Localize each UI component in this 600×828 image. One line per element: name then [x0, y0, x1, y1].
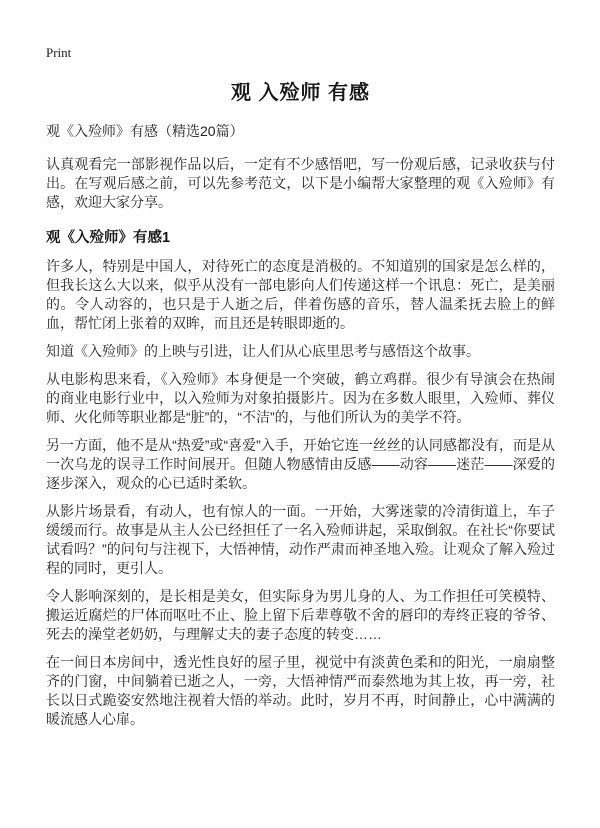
paragraph: 许多人，特别是中国人，对待死亡的态度是消极的。不知道别的国家是怎么样的，但我长这么大以来，似乎从没有一部电影向人们传递这样一个讯息：死亡，是美丽的。令人动容的，也只是于人逝之后，伴着伤感的音乐，替人温柔抚去脸上的鲜血，帮忙闭上张着的双眸，而且还是转眼即逝的。 [46, 258, 555, 331]
paragraph: 另一方面，他不是从“热爱”或“喜爱”入手，开始它连一丝丝的认同感都没有，而是从一次乌龙的误寻工作时间展开。但随人物感情由反感——动容——迷茫——深爱的逐步深入，观众的心已适时柔软。 [46, 437, 555, 491]
paragraph: 在一间日本房间中，透光性良好的屋子里，视觉中有淡黄色柔和的阳光，一扇扇整齐的门窗，中间躺着已逝之人，一旁，大悟神情严而泰然地为其上妆，再一旁，社长以日式跪姿安然地注视着大悟的举动。此时，岁月不再，时间静止，心中满满的暖流感人心扉。 [46, 654, 555, 727]
page-title: 观 入殓师 有感 [230, 82, 371, 104]
section-heading: 观《入殓师》有感1 [46, 230, 171, 246]
paragraph: 知道《入殓师》的上映与引进，让人们从心底里思考与感悟这个故事。 [46, 343, 480, 359]
paragraph: 令人影响深刻的，是长相是美女，但实际身为男儿身的人、为工作担任可笑模特、搬运近腐烂的尸体而呕吐不止、脸上留下后辈尊敬不舍的唇印的寿终正寝的爷爷、死去的澡堂老奶奶，与理解丈夫的妻子态度的转变…… [46, 588, 555, 642]
article-body [46, 155, 555, 729]
intro-paragraph: 认真观看完一部影视作品以后，一定有不少感悟吧，写一份观后感，记录收获与付出。在写观后感之前，可以先参考范文，以下是小编帮大家整理的观《入殓师》有感，欢迎大家分享。 [46, 156, 555, 210]
print-link[interactable]: Print [46, 45, 72, 60]
paragraph: 从影片场景看，有动人，也有惊人的一面。一开始，大雾迷蒙的冷清街道上，车子缓缓而行。故事是从主人公已经担任了一名入殓师讲起，采取倒叙。在社长“你要试试看吗？”的问句与注视下，大悟神情，动作严肃而神圣地入殓。让观众了解入殓过程的同时，更引人。 [46, 503, 555, 576]
paragraph: 从电影构思来看，《入殓师》本身便是一个突破，鹤立鸡群。很少有导演会在热闹的商业电影行业中，以入殓师为对象拍摄影片。因为在多数人眼里，入殓师、葬仪师、火化师等职业都是“脏”的，“不洁”的，与他们所认为的美学不符。 [46, 371, 555, 425]
article-subtitle: 观《入殓师》有感（精选20篇） [46, 123, 244, 139]
